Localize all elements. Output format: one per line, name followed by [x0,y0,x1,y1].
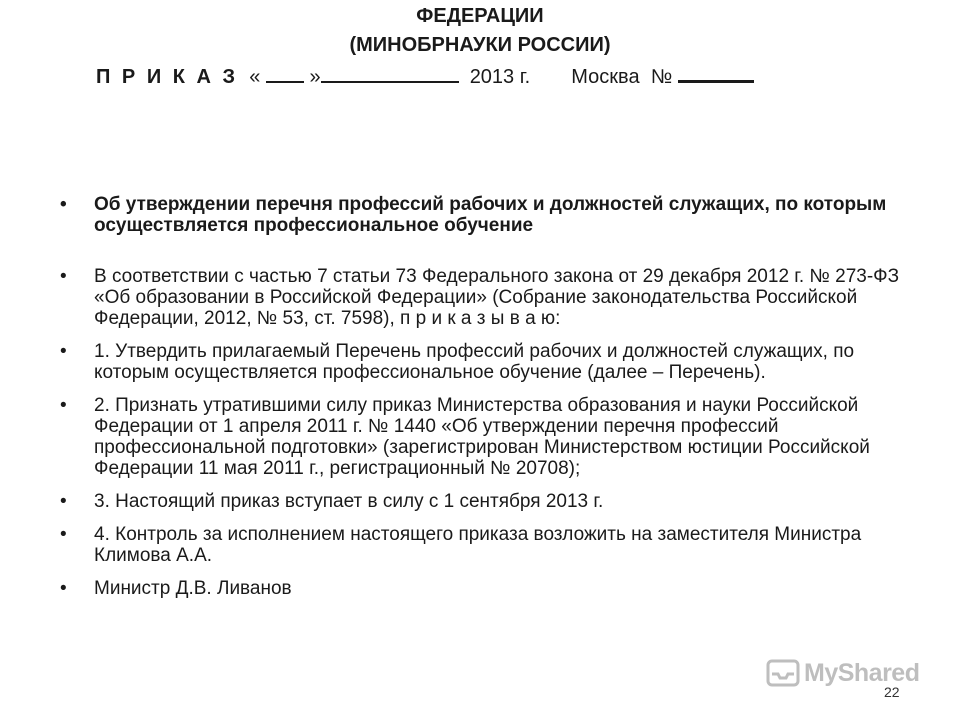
bullet-icon: • [60,194,67,215]
bullet-icon: • [60,578,67,599]
order-preamble: В соответствии с частью 7 статьи 73 Федерального закона от 29 декабря 2012 г. № 273-ФЗ «Об образовании в Российской Федерации» (Собрание законодательства Российской Федерации, 2012, № 53, ст. 7598), п р и к а з ы в а ю: [94,266,900,329]
order-text-list [60,194,900,611]
list-item [60,194,900,236]
bullet-icon: • [60,266,67,287]
order-clause: 1. Утвердить прилагаемый Перечень профессий рабочих и должностей служащих, по которым осуществляется профессиональное обучение (далее – Перечень). [94,341,855,383]
order-year: 2013 г. [469,66,531,88]
list-item [60,524,900,566]
order-clause: 2. Признать утратившими силу приказ Министерства образования и науки Российской Федерации от 1 апреля 2011 г. № 1440 «Об утверждении перечня профессий профессиональной подготовки» (зарегистрирован Министерством юстиции Российской Федерации 11 мая 2011 г., регистрационный № 20708); [94,395,870,479]
list-item [60,341,900,383]
number-sign: № [650,66,673,88]
list-item [60,395,900,479]
order-title: Об утверждении перечня профессий рабочих и должностей служащих, по которым осуществляется профессиональное обучение [94,194,887,236]
order-line [96,62,754,89]
signature-line: Министр Д.В. Ливанов [94,578,292,599]
list-item [60,491,900,512]
order-word: П Р И К А З [96,66,239,88]
header-org-line: ФЕДЕРАЦИИ [416,5,544,27]
open-quote: « [249,66,261,88]
bullet-icon: • [60,341,67,362]
month-blank [321,63,459,83]
list-item [60,266,900,329]
watermark [766,656,926,692]
close-quote: » [309,66,321,88]
day-blank [266,63,304,83]
header-ministry-abbr: (МИНОБРНАУКИ РОССИИ) [349,34,611,56]
watermark-text: MyShared [804,659,920,687]
bullet-icon: • [60,395,67,416]
order-clause: 4. Контроль за исполнением настоящего приказа возложить на заместителя Министра Климова А.А. [94,524,862,566]
bullet-icon: • [60,491,67,512]
mail-tray-icon [766,658,800,688]
bullet-icon: • [60,524,67,545]
order-clause: 3. Настоящий приказ вступает в силу с 1 сентября 2013 г. [94,491,604,512]
order-city: Москва [571,66,640,88]
page-number: 22 [884,684,900,700]
list-item [60,578,900,599]
number-blank [678,62,754,83]
